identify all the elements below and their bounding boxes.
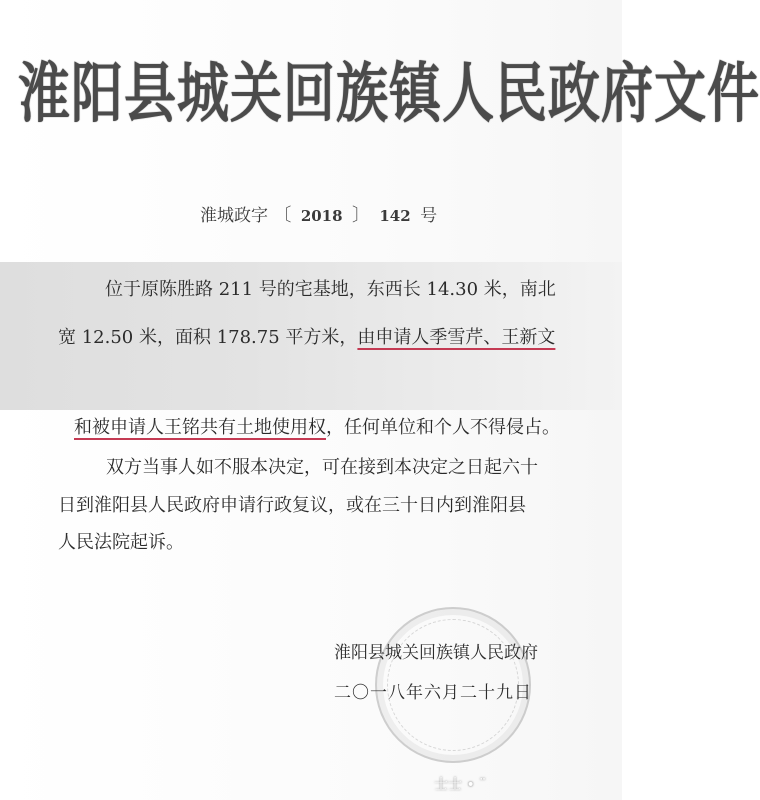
issue-date: 二〇一八年六月二十九日 <box>334 683 532 703</box>
body-line-3-underlined: 和被申请人王铭共有土地使用权 <box>74 417 326 438</box>
docnum-number: 142 <box>379 207 411 225</box>
body-line-3-plain: ，任何单位和个人不得侵占。 <box>326 417 560 438</box>
document-number <box>200 201 437 227</box>
issuer-signature: 淮阳县城关回族镇人民政府 <box>334 643 538 663</box>
docnum-year: 2018 <box>300 207 343 225</box>
docnum-bracket-close: 〕 <box>351 205 370 226</box>
docnum-prefix: 淮城政字 <box>200 206 268 226</box>
body-line-2-plain: 宽 12.50 米，面积 178.75 平方米， <box>58 327 358 348</box>
body-line-2-underlined: 由申请人季雪芹、王新文 <box>357 327 556 348</box>
body-line-2 <box>58 323 555 349</box>
body-line-4: 双方当事人如不服本决定，可在接到本决定之日起六十 <box>106 457 538 478</box>
document-header-title: 淮阳县城关回族镇人民政府文件 <box>18 56 760 132</box>
docnum-bracket-open: 〔 <box>273 205 292 226</box>
body-line-1: 位于原陈胜路 211 号的宅基地，东西长 14.30 米，南北 <box>105 279 556 300</box>
body-line-5: 日到淮阳县人民政府申请行政复议，或在三十日内到淮阳县 <box>58 495 526 516</box>
watermark-text: 士士 • ¨ <box>434 777 487 793</box>
docnum-suffix: 号 <box>420 206 438 226</box>
body-line-3 <box>74 413 560 439</box>
body-line-6: 人民法院起诉。 <box>58 532 184 553</box>
